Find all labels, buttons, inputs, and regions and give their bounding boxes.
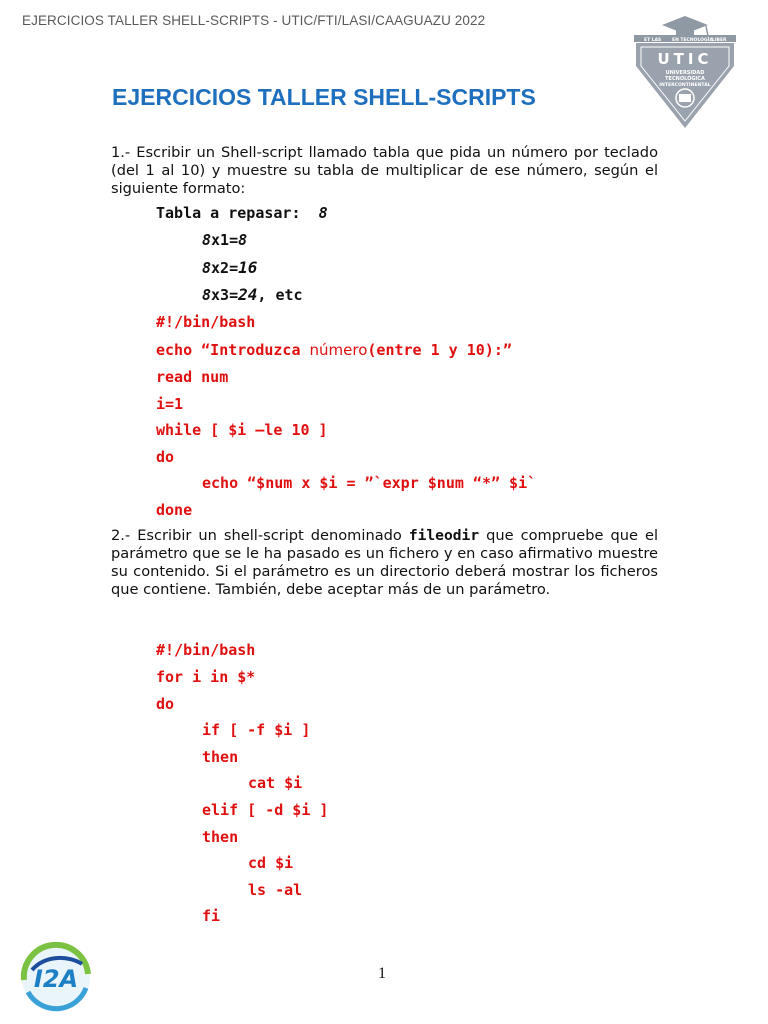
example-row: 8x1=8 <box>202 231 248 249</box>
code-line: ls -al <box>248 881 303 899</box>
code-line: cd $i <box>248 854 294 872</box>
code-line: i=1 <box>156 395 184 413</box>
running-header: EJERCICIOS TALLER SHELL-SCRIPTS - UTIC/FTI/LASI/CAAGUAZU 2022 <box>22 13 486 28</box>
page-number: 1 <box>378 965 386 982</box>
svg-text:TECNOLÓGICA: TECNOLÓGICA <box>665 76 705 82</box>
svg-text:ET LAS: ET LAS <box>644 38 662 43</box>
exercise-1-number: 1.- <box>111 144 131 161</box>
svg-text:LIBER: LIBER <box>712 38 727 43</box>
svg-text:EN TECNOLOGÍA: EN TECNOLOGÍA <box>672 38 713 43</box>
code-line: done <box>156 501 193 519</box>
example-row: 8x2=16 <box>202 258 258 277</box>
code-line: #!/bin/bash <box>156 313 256 331</box>
code-line: fi <box>202 907 221 925</box>
code-line: then <box>202 748 239 766</box>
exercise-1-text: Escribir un Shell-script llamado tabla que pida un número por teclado (del 1 al 10) y muestre su tabla de multiplicar de ese número, según el siguiente formato: <box>111 144 658 197</box>
svg-text:INTERCONTINENTAL: INTERCONTINENTAL <box>659 83 711 88</box>
exercise-1-statement <box>111 144 658 198</box>
svg-text:UTIC: UTIC <box>657 50 713 68</box>
code-line: cat $i <box>248 774 303 792</box>
code-line: echo “Introduzca número(entre 1 y 10):” <box>156 341 512 359</box>
code-line: do <box>156 695 175 713</box>
code-line: for i in $* <box>156 668 256 686</box>
exercise-2-number: 2.- <box>111 527 131 544</box>
code-line: elif [ -d $i ] <box>202 801 329 819</box>
code-line: #!/bin/bash <box>156 641 256 659</box>
example-header <box>156 204 328 222</box>
code-line: while [ $i –le 10 ] <box>156 421 328 439</box>
code-line: do <box>156 448 175 466</box>
code-line: echo “$num x $i = ”`expr $num “*” $i` <box>202 474 537 492</box>
i2a-globe-icon <box>18 940 94 1016</box>
script-name: fileodir <box>408 527 480 544</box>
page-title: EJERCICIOS TALLER SHELL-SCRIPTS <box>112 84 536 110</box>
example-label: Tabla a repasar: <box>156 204 301 222</box>
example-row: 8x3=24, etc <box>202 285 303 304</box>
i2a-logo <box>18 940 94 1016</box>
example-value: 8 <box>318 204 328 222</box>
code-line: read num <box>156 368 229 386</box>
utic-logo <box>632 14 738 130</box>
code-line: if [ -f $i ] <box>202 721 311 739</box>
utic-shield-icon <box>632 14 738 130</box>
svg-text:I2A: I2A <box>33 965 79 993</box>
exercise-2-statement: 2.- Escribir un shell-script denominado fileodir que compruebe que el parámetro que se le ha pasado es un fichero y en caso afirmativo muestre su contenido. Si el parámetro es un directorio deberá mostrar los ficheros que contiene. También, debe aceptar más de un parámetro. <box>111 527 658 598</box>
svg-text:UNIVERSIDAD: UNIVERSIDAD <box>665 70 705 76</box>
code-line: then <box>202 828 239 846</box>
